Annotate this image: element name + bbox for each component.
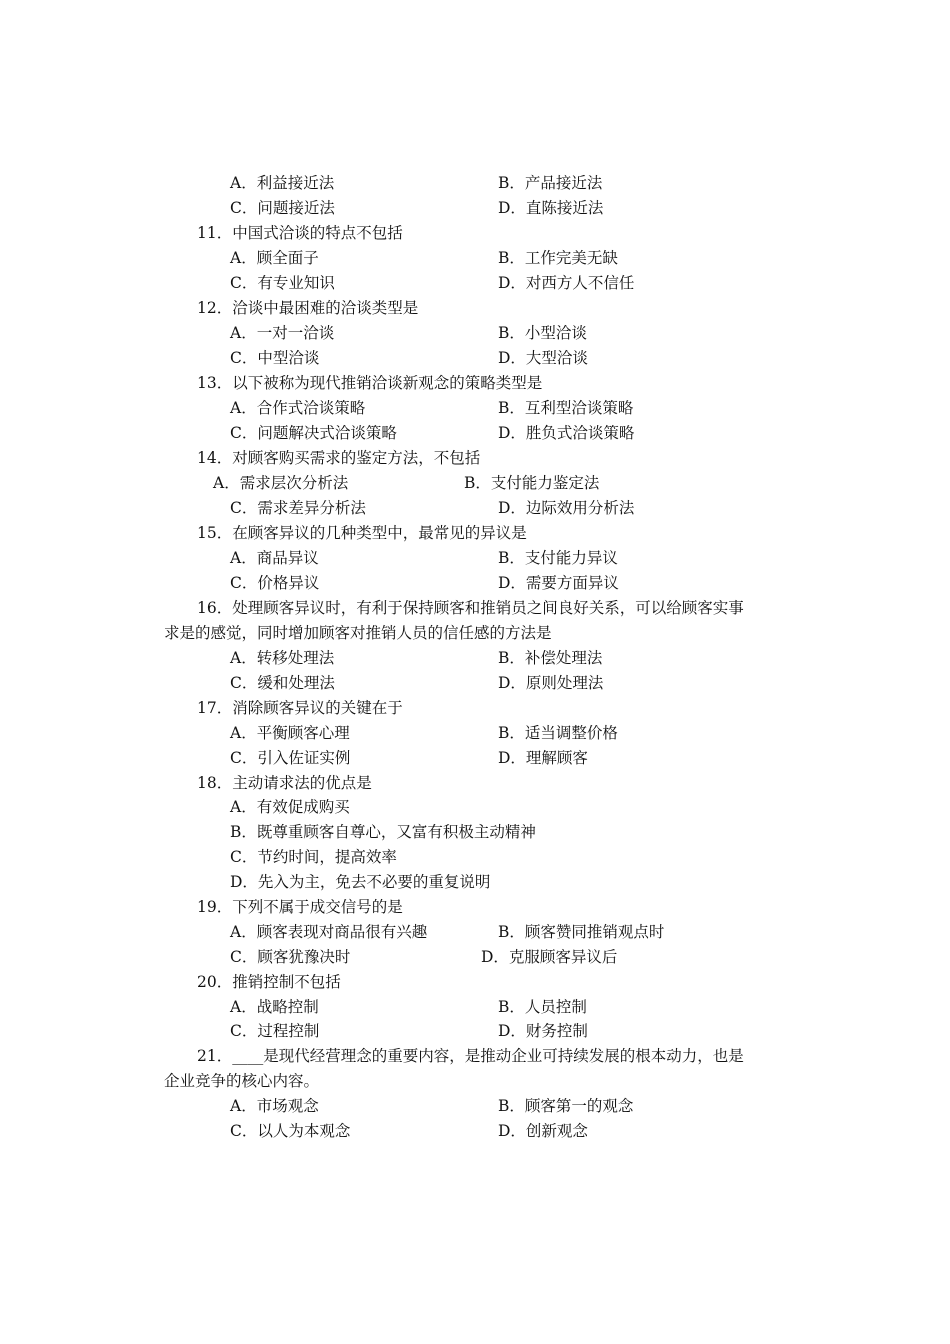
q17-option-b: B．适当调整价格 <box>498 724 618 742</box>
q12-option-a: A．一对一洽谈 <box>230 324 335 342</box>
q16-stem-line2: 求是的感觉，同时增加顾客对推销人员的信任感的方法是 <box>164 624 552 642</box>
q21-stem-line2: 企业竞争的核心内容。 <box>164 1072 320 1090</box>
q13-option-b: B．互利型洽谈策略 <box>498 399 634 417</box>
q17-option-a: A．平衡顾客心理 <box>230 724 350 742</box>
q12-option-d: D．大型洽谈 <box>498 349 588 367</box>
q21-option-d: D．创新观念 <box>498 1122 588 1140</box>
q13-option-a: A．合作式洽谈策略 <box>230 399 366 417</box>
q12-stem: 12．洽谈中最困难的洽谈类型是 <box>197 299 419 317</box>
q20-option-b: B．人员控制 <box>498 998 587 1016</box>
q14-option-b: B．支付能力鉴定法 <box>464 474 600 492</box>
q15-option-c: C．价格异议 <box>230 574 320 592</box>
q21-stem-line1: 21．____是现代经营理念的重要内容，是推动企业可持续发展的根本动力，也是 <box>197 1047 744 1065</box>
q18-option-c: C．节约时间，提高效率 <box>230 848 397 866</box>
q13-option-c: C．问题解决式洽谈策略 <box>230 424 397 442</box>
q17-option-c: C．引入佐证实例 <box>230 749 351 767</box>
q20-option-c: C．过程控制 <box>230 1022 320 1040</box>
q12-option-c: C．中型洽谈 <box>230 349 320 367</box>
q19-stem: 19．下列不属于成交信号的是 <box>197 898 403 916</box>
q13-stem: 13．以下被称为现代推销洽谈新观念的策略类型是 <box>197 374 543 392</box>
q14-option-d: D．边际效用分析法 <box>498 499 635 517</box>
q18-stem: 18．主动请求法的优点是 <box>197 774 372 792</box>
q21-option-c: C．以人为本观念 <box>230 1122 351 1140</box>
q21-option-a: A．市场观念 <box>230 1097 319 1115</box>
q18-option-d: D．先入为主，免去不必要的重复说明 <box>230 873 491 891</box>
q19-option-d: D．克服顾客异议后 <box>481 948 618 966</box>
q15-option-a: A．商品异议 <box>230 549 319 567</box>
q11-option-a: A．顾全面子 <box>230 249 319 267</box>
q11-option-d: D．对西方人不信任 <box>498 274 635 292</box>
q10-option-c: C．问题接近法 <box>230 199 335 217</box>
q15-option-b: B．支付能力异议 <box>498 549 618 567</box>
q14-stem: 14．对顾客购买需求的鉴定方法，不包括 <box>197 449 481 467</box>
q17-option-d: D．理解顾客 <box>498 749 588 767</box>
q11-option-b: B．工作完美无缺 <box>498 249 618 267</box>
q14-option-c: C．需求差异分析法 <box>230 499 366 517</box>
q11-option-c: C．有专业知识 <box>230 274 335 292</box>
q19-option-a: A．顾客表现对商品很有兴趣 <box>230 923 428 941</box>
q18-option-a: A．有效促成购买 <box>230 798 350 816</box>
q11-stem: 11．中国式洽谈的特点不包括 <box>197 224 403 242</box>
q10-option-a: A．利益接近法 <box>230 174 335 192</box>
q15-option-d: D．需要方面异议 <box>498 574 619 592</box>
q16-option-d: D．原则处理法 <box>498 674 604 692</box>
q17-stem: 17．消除顾客异议的关键在于 <box>197 699 403 717</box>
q20-option-d: D．财务控制 <box>498 1022 588 1040</box>
q10-option-d: D．直陈接近法 <box>498 199 604 217</box>
q19-option-b: B．顾客赞同推销观点时 <box>498 923 665 941</box>
q14-option-a: A．需求层次分析法 <box>213 474 349 492</box>
q16-stem-line1: 16．处理顾客异议时，有利于保持顾客和推销员之间良好关系，可以给顾客实事 <box>197 599 744 617</box>
q16-option-b: B．补偿处理法 <box>498 649 603 667</box>
q16-option-c: C．缓和处理法 <box>230 674 335 692</box>
q20-option-a: A．战略控制 <box>230 998 319 1016</box>
q10-option-b: B．产品接近法 <box>498 174 603 192</box>
q21-option-b: B．顾客第一的观念 <box>498 1097 634 1115</box>
q18-option-b: B．既尊重顾客自尊心，又富有积极主动精神 <box>230 823 536 841</box>
q12-option-b: B．小型洽谈 <box>498 324 587 342</box>
q13-option-d: D．胜负式洽谈策略 <box>498 424 635 442</box>
q20-stem: 20．推销控制不包括 <box>197 973 341 991</box>
q16-option-a: A．转移处理法 <box>230 649 335 667</box>
q19-option-c: C．顾客犹豫决时 <box>230 948 351 966</box>
q15-stem: 15．在顾客异议的几种类型中，最常见的异议是 <box>197 524 527 542</box>
